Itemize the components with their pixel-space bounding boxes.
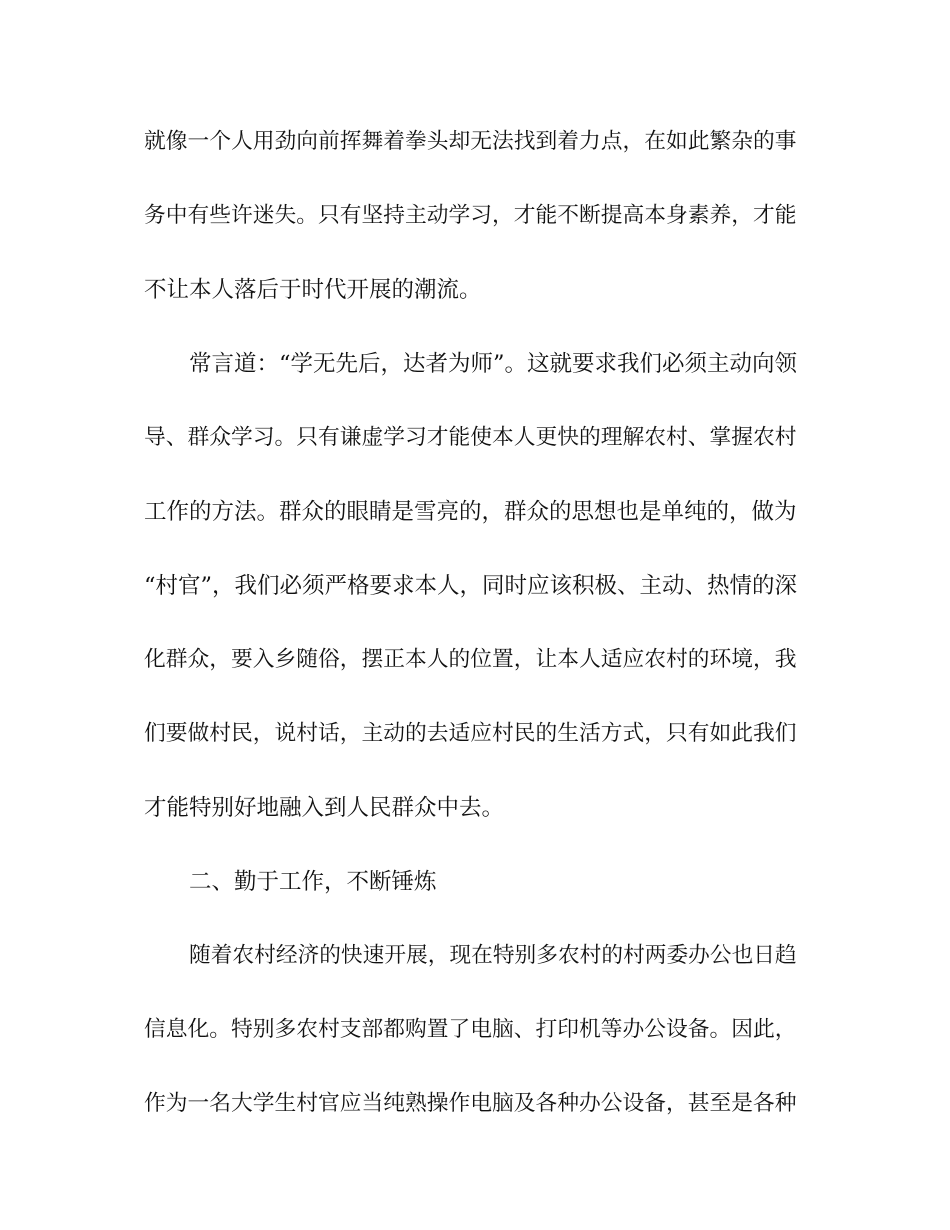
text-line: 工作的方法。群众的眼睛是雪亮的，群众的思想也是单纯的，做为 [144, 499, 797, 525]
text-line: 作为一名大学生村官应当纯熟操作电脑及各种办公设备，甚至是各种 [144, 1091, 797, 1116]
text-line: 们要做村民，说村话，主动的去适应村民的生活方式，只有如此我们 [144, 721, 797, 746]
text-line: 不让本人落后于时代开展的潮流。 [144, 277, 482, 303]
text-line: 才能特别好地融入到人民群众中去。 [144, 795, 505, 821]
text-line: 常言道：“学无先后，达者为师”。这就要求我们必须主动向领 [189, 351, 798, 377]
text-line: 化群众，要入乡随俗，摆正本人的位置，让本人适应农村的环境，我 [144, 647, 797, 672]
text-line: 就像一个人用劲向前挥舞着拳头却无法找到着力点，在如此繁杂的事 [144, 129, 797, 154]
text-line: 导、群众学习。只有谦虚学习才能使本人更快的理解农村、掌握农村 [144, 425, 797, 450]
text-line: 信息化。特别多农村支部都购置了电脑、打印机等办公设备。因此， [144, 1017, 797, 1042]
text-line: 随着农村经济的快速开展，现在特别多农村的村两委办公也日趋 [189, 943, 797, 968]
text-line: 务中有些许迷失。只有坚持主动学习，才能不断提高本身素养，才能 [144, 203, 797, 228]
text-line: “村官”，我们必须严格要求本人，同时应该积极、主动、热情的深 [144, 573, 798, 599]
section-heading: 二、勤于工作，不断锤炼 [189, 869, 437, 895]
